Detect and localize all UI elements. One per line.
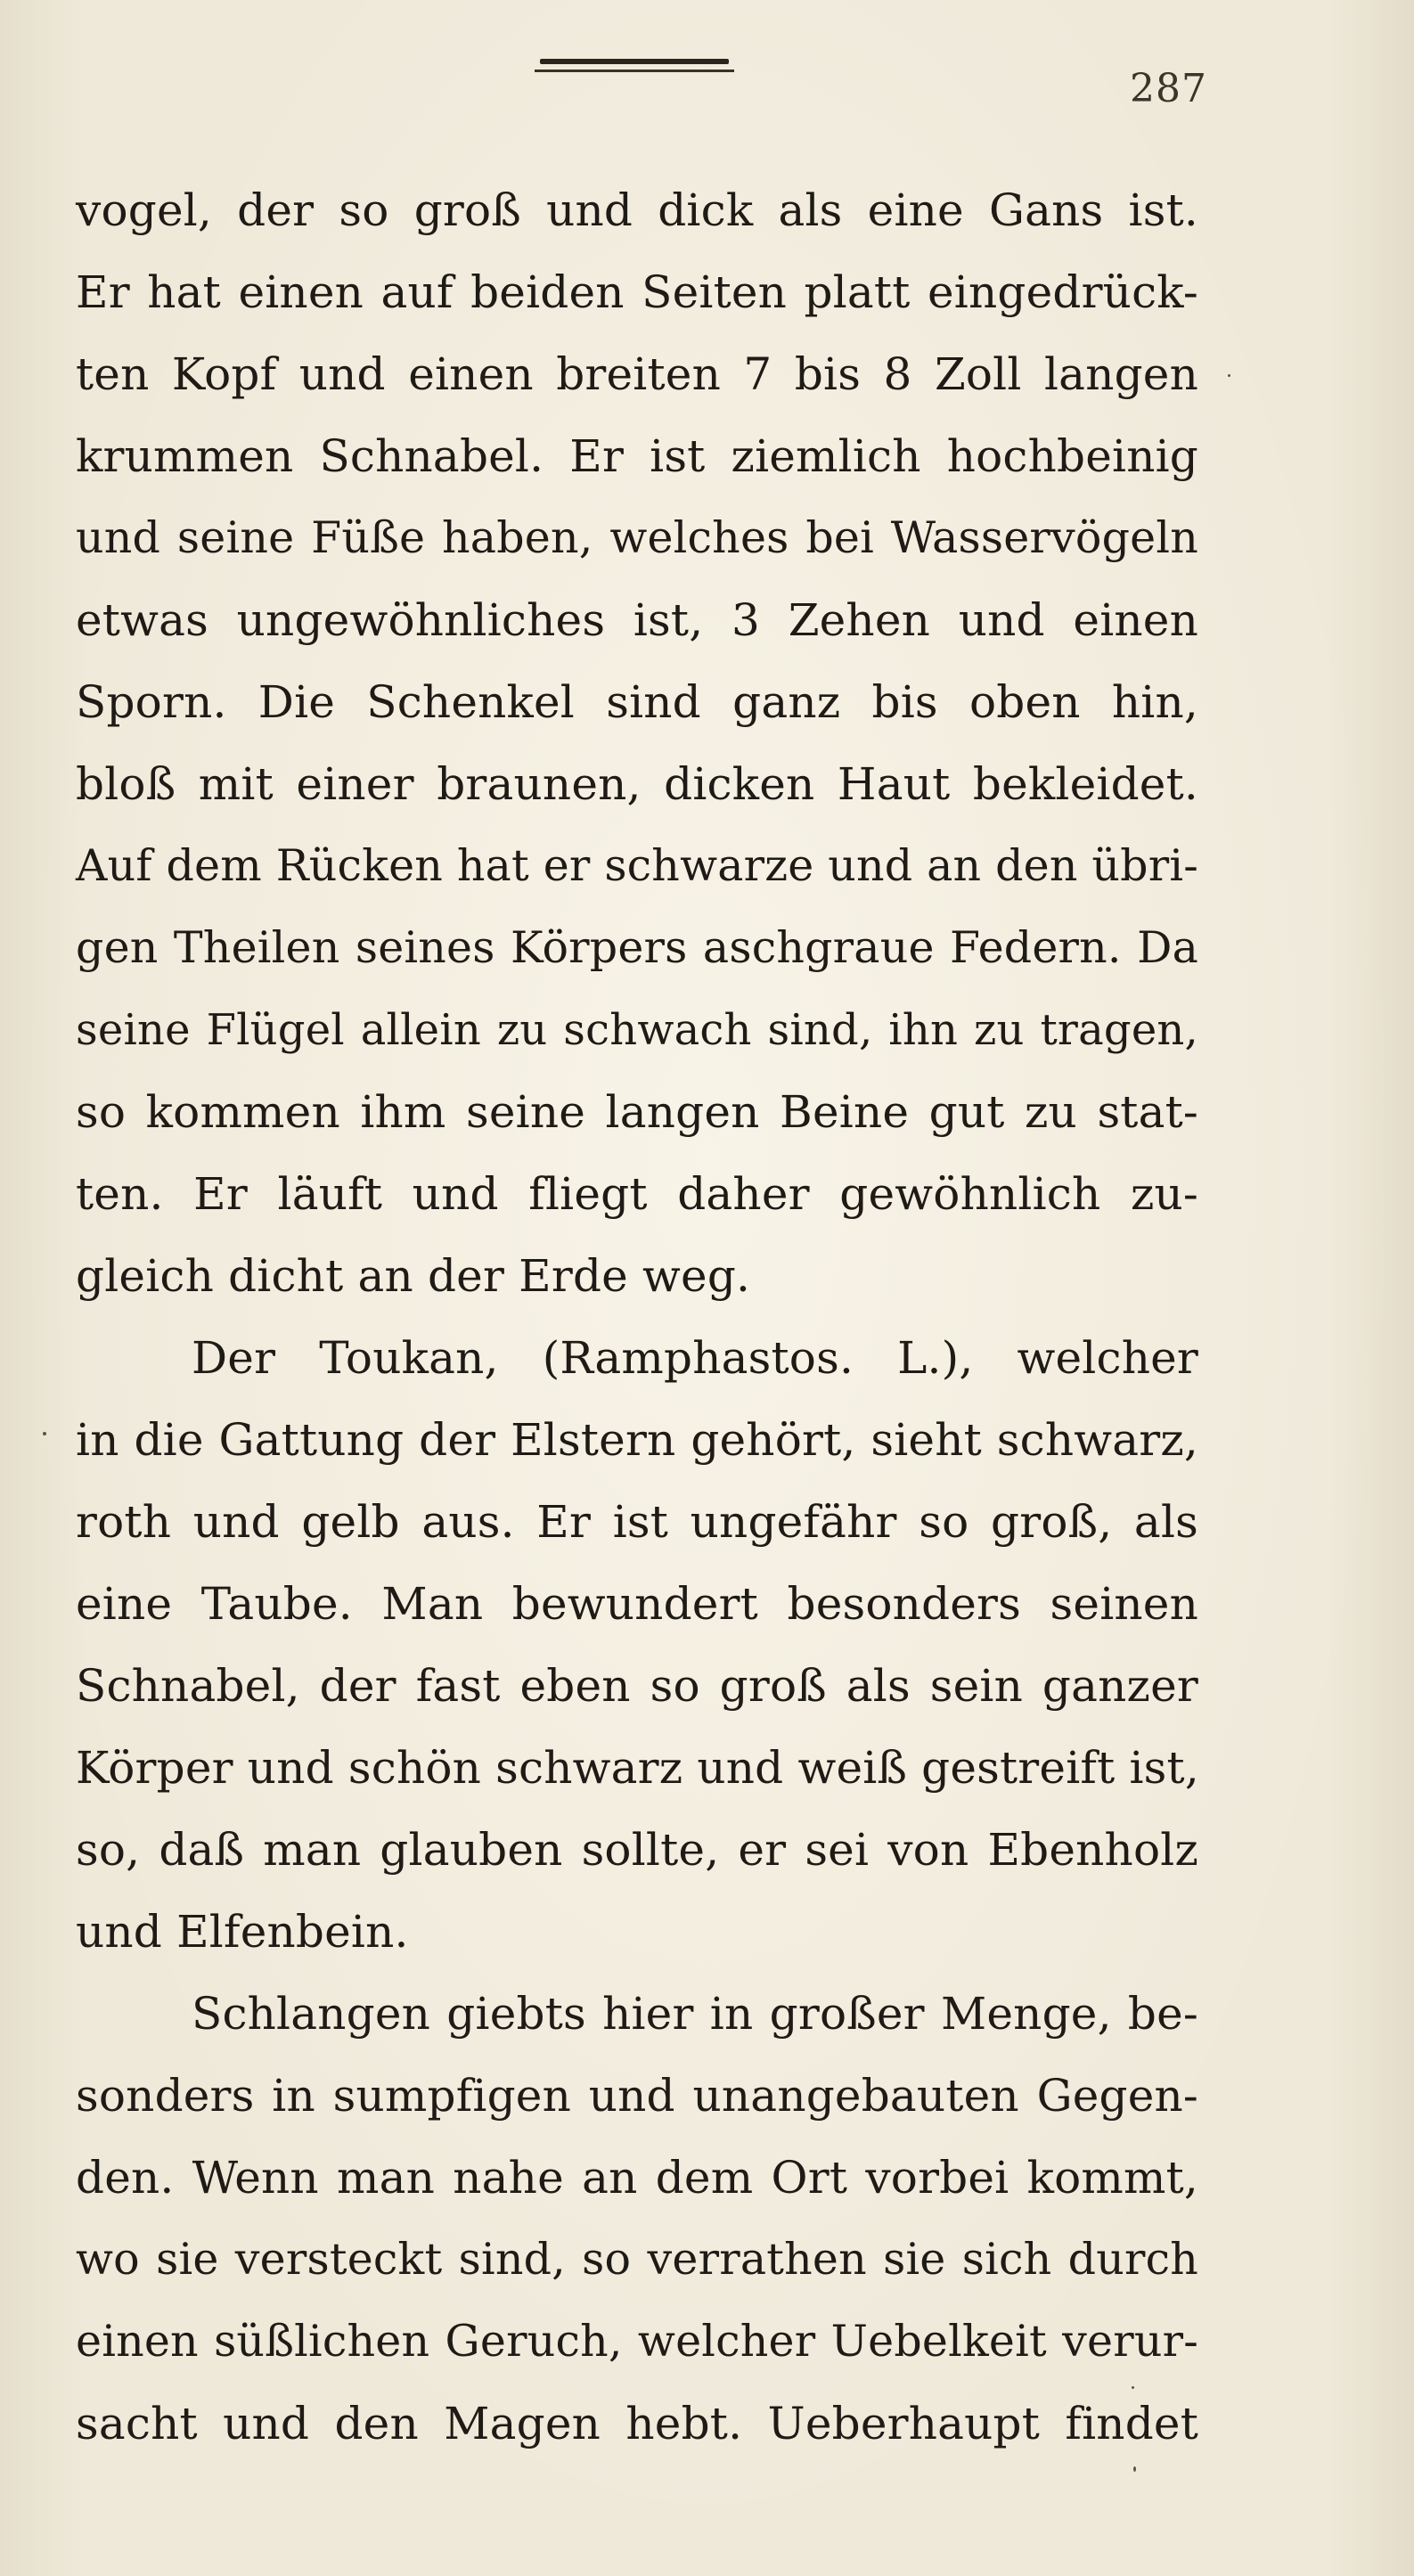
text-line: und seine Füße haben, welches bei Wasservögeln xyxy=(76,512,1198,563)
paragraph-end-line: und Elfenbein. xyxy=(76,1906,409,1958)
text-line: einen süßlichen Geruch, welcher Uebelkeit verur- xyxy=(76,2316,1198,2367)
text-line: Er hat einen auf beiden Seiten platt eingedrück- xyxy=(76,266,1198,318)
text-line: so kommen ihm seine langen Beine gut zu stat- xyxy=(76,1086,1198,1138)
paper-speck xyxy=(1133,2466,1136,2472)
paragraph-end-line: gleich dicht an der Erde weg. xyxy=(76,1250,751,1302)
text-line: den. Wenn man nahe an dem Ort vorbei kommt, xyxy=(76,2152,1198,2204)
header-rule-thin xyxy=(535,70,734,72)
text-line: seine Flügel allein zu schwach sind, ihn zu tragen, xyxy=(76,1005,1198,1055)
text-line: Körper und schön schwarz und weiß gestreift ist, xyxy=(76,1742,1199,1794)
text-line: sacht und den Magen hebt. Ueberhaupt findet xyxy=(76,2398,1198,2449)
text-line: krummen Schnabel. Er ist ziemlich hochbeinig xyxy=(76,430,1198,482)
header-rule-thick xyxy=(540,59,729,64)
page-number: 287 xyxy=(1130,66,1207,111)
paper-speck xyxy=(1228,374,1230,377)
text-line: eine Taube. Man bewundert besonders seinen xyxy=(76,1578,1198,1630)
text-line: sonders in sumpfigen und unangebauten Gegen- xyxy=(76,2070,1198,2122)
text-line: so, daß man glauben sollte, er sei von Ebenholz xyxy=(76,1824,1198,1876)
paper-speck xyxy=(1132,2386,1134,2389)
paper-speck xyxy=(43,1432,46,1435)
paragraph-start-line: Der Toukan, (Ramphastos. L.), welcher xyxy=(192,1332,1198,1384)
text-line: Auf dem Rücken hat er schwarze und an den übri- xyxy=(76,840,1198,891)
text-line: vogel, der so groß und dick als eine Gans ist. xyxy=(76,184,1198,236)
header-rule xyxy=(535,59,734,75)
text-line: ten Kopf und einen breiten 7 bis 8 Zoll langen xyxy=(76,348,1198,400)
text-line: etwas ungewöhnliches ist, 3 Zehen und einen xyxy=(76,594,1198,646)
text-line: bloß mit einer braunen, dicken Haut bekleidet. xyxy=(76,758,1198,810)
body-text xyxy=(76,169,1198,2465)
text-line: roth und gelb aus. Er ist ungefähr so groß, als xyxy=(76,1496,1198,1548)
text-line: wo sie versteckt sind, so verrathen sie sich durch xyxy=(76,2234,1198,2285)
text-line: in die Gattung der Elstern gehört, sieht schwarz, xyxy=(76,1414,1198,1466)
text-line: ten. Er läuft und fliegt daher gewöhnlich zu- xyxy=(76,1168,1198,1220)
text-line: Sporn. Die Schenkel sind ganz bis oben hin, xyxy=(76,676,1198,728)
text-line: Schnabel, der fast eben so groß als sein ganzer xyxy=(76,1660,1198,1712)
text-line: gen Theilen seines Körpers aschgraue Federn. Da xyxy=(76,922,1198,973)
paragraph-start-line: Schlangen giebts hier in großer Menge, be- xyxy=(192,1988,1198,2040)
